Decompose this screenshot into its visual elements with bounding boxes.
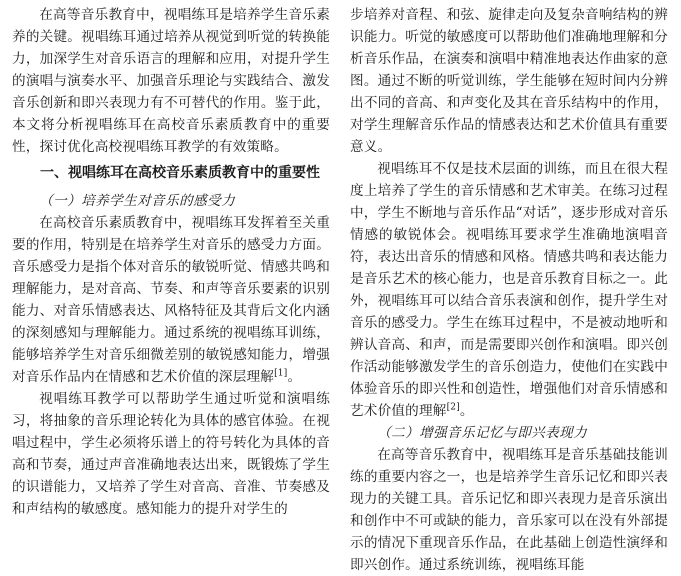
section-heading: 一、视唱练耳在高校音乐素质教育中的重要性: [40, 165, 320, 181]
citation-ref[interactable]: [2]: [446, 402, 460, 413]
body-paragraph: 在高等音乐教育中，视唱练耳是音乐基础技能训练的重要内容之一，也是培养学生音乐记忆和即兴表现力的关键工具。音乐记忆和即兴表现力是音乐演出和创作中不可或缺的能力，音乐家可以在没有外部提示的情况下重现音乐作品，在此基础上创造性演绎和即兴创作。通过系统训练，视唱练耳能: [350, 447, 668, 573]
paragraph-text: 在高校音乐素质教育中，视唱练耳发挥着至关重要的作用，特别是在培养学生对音乐的感受力方面。音乐感受力是指个体对音乐的敏锐听觉、情感共鸣和理解能力，是对音高、节奏、和声等音乐要素的识别能力、对音乐情感表达、风格特征及其背后文化内涵的深刻感知与理解能力。通过系统的视唱练耳训练，能够培养学生对音乐细微差别的敏锐感知能力，增强对音乐作品内在情感和艺术价值的深层理解: [12, 215, 330, 385]
body-paragraph: [350, 158, 668, 422]
paragraph-text: 视唱练耳不仅是技术层面的训练，而且在很大程度上培养了学生的音乐情感和艺术审美。在练习过程中，学生不断地与音乐作品“对话”，逐步形成对音乐情感的敏锐体会。视唱练耳要求学生准确地演唱音符，表达出音乐的情感和风格。情感共鸣和表达能力是音乐艺术的核心能力，也是音乐教育目标之一。此外，视唱练耳可以结合音乐表演和创作，提升学生对音乐的感受力。学生在练耳过程中，不是被动地听和辨认音高、和声，而是需要即兴创作和演唱。即兴创作活动能够激发学生的音乐创造力，使他们在实践中体验音乐的即兴性和创造性，增强他们对音乐情感和艺术价值的理解: [350, 161, 668, 419]
body-paragraph-continued: 步培养对音程、和弦、旋律走向及复杂音响结构的辨识能力。听觉的敏感度可以帮助他们准确地理解和分析音乐作品，在演奏和演唱中精准地表达作曲家的意图。通过不断的听觉训练，学生能够在短时间内分辨出不同的音高、和声变化及其在音乐结构中的作用，对学生理解音乐作品的情感表达和艺术价值具有重要意义。: [350, 7, 668, 155]
right-column: [350, 4, 668, 576]
paragraph-end: 。: [459, 403, 474, 419]
body-paragraph: [12, 212, 330, 388]
subsection-heading: （一）培养学生对音乐的感受力: [39, 193, 236, 209]
body-paragraph: 视唱练耳教学可以帮助学生通过听觉和演唱练习，将抽象的音乐理论转化为具体的感官体验。在视唱过程中，学生必须将乐谱上的符号转化为具体的音高和节奏，通过声音准确地表达出来，既锻炼了学生的识谱能力，又培养了学生对音高、音准、节奏感及和声结构的敏感度。感知能力的提升对学生的: [12, 391, 330, 517]
paragraph-end: 。: [287, 369, 302, 385]
left-column: [12, 4, 330, 520]
citation-ref[interactable]: [1]: [274, 368, 288, 379]
intro-paragraph: 在高等音乐教育中，视唱练耳是培养学生音乐素养的关键。视唱练耳通过培养从视觉到听觉的转换能力，加深学生对音乐语言的理解和应用，对提升学生的演唱与演奏水平、加强音乐理论与实践结合、激发音乐创新和即兴表现力有不可替代的作用。鉴于此，本文将分析视唱练耳在高校音乐素质教育中的重要性，探讨优化高校视唱练耳教学的有效策略。: [12, 7, 330, 155]
subsection-heading: （二）增强音乐记忆与即兴表现力: [377, 425, 588, 441]
